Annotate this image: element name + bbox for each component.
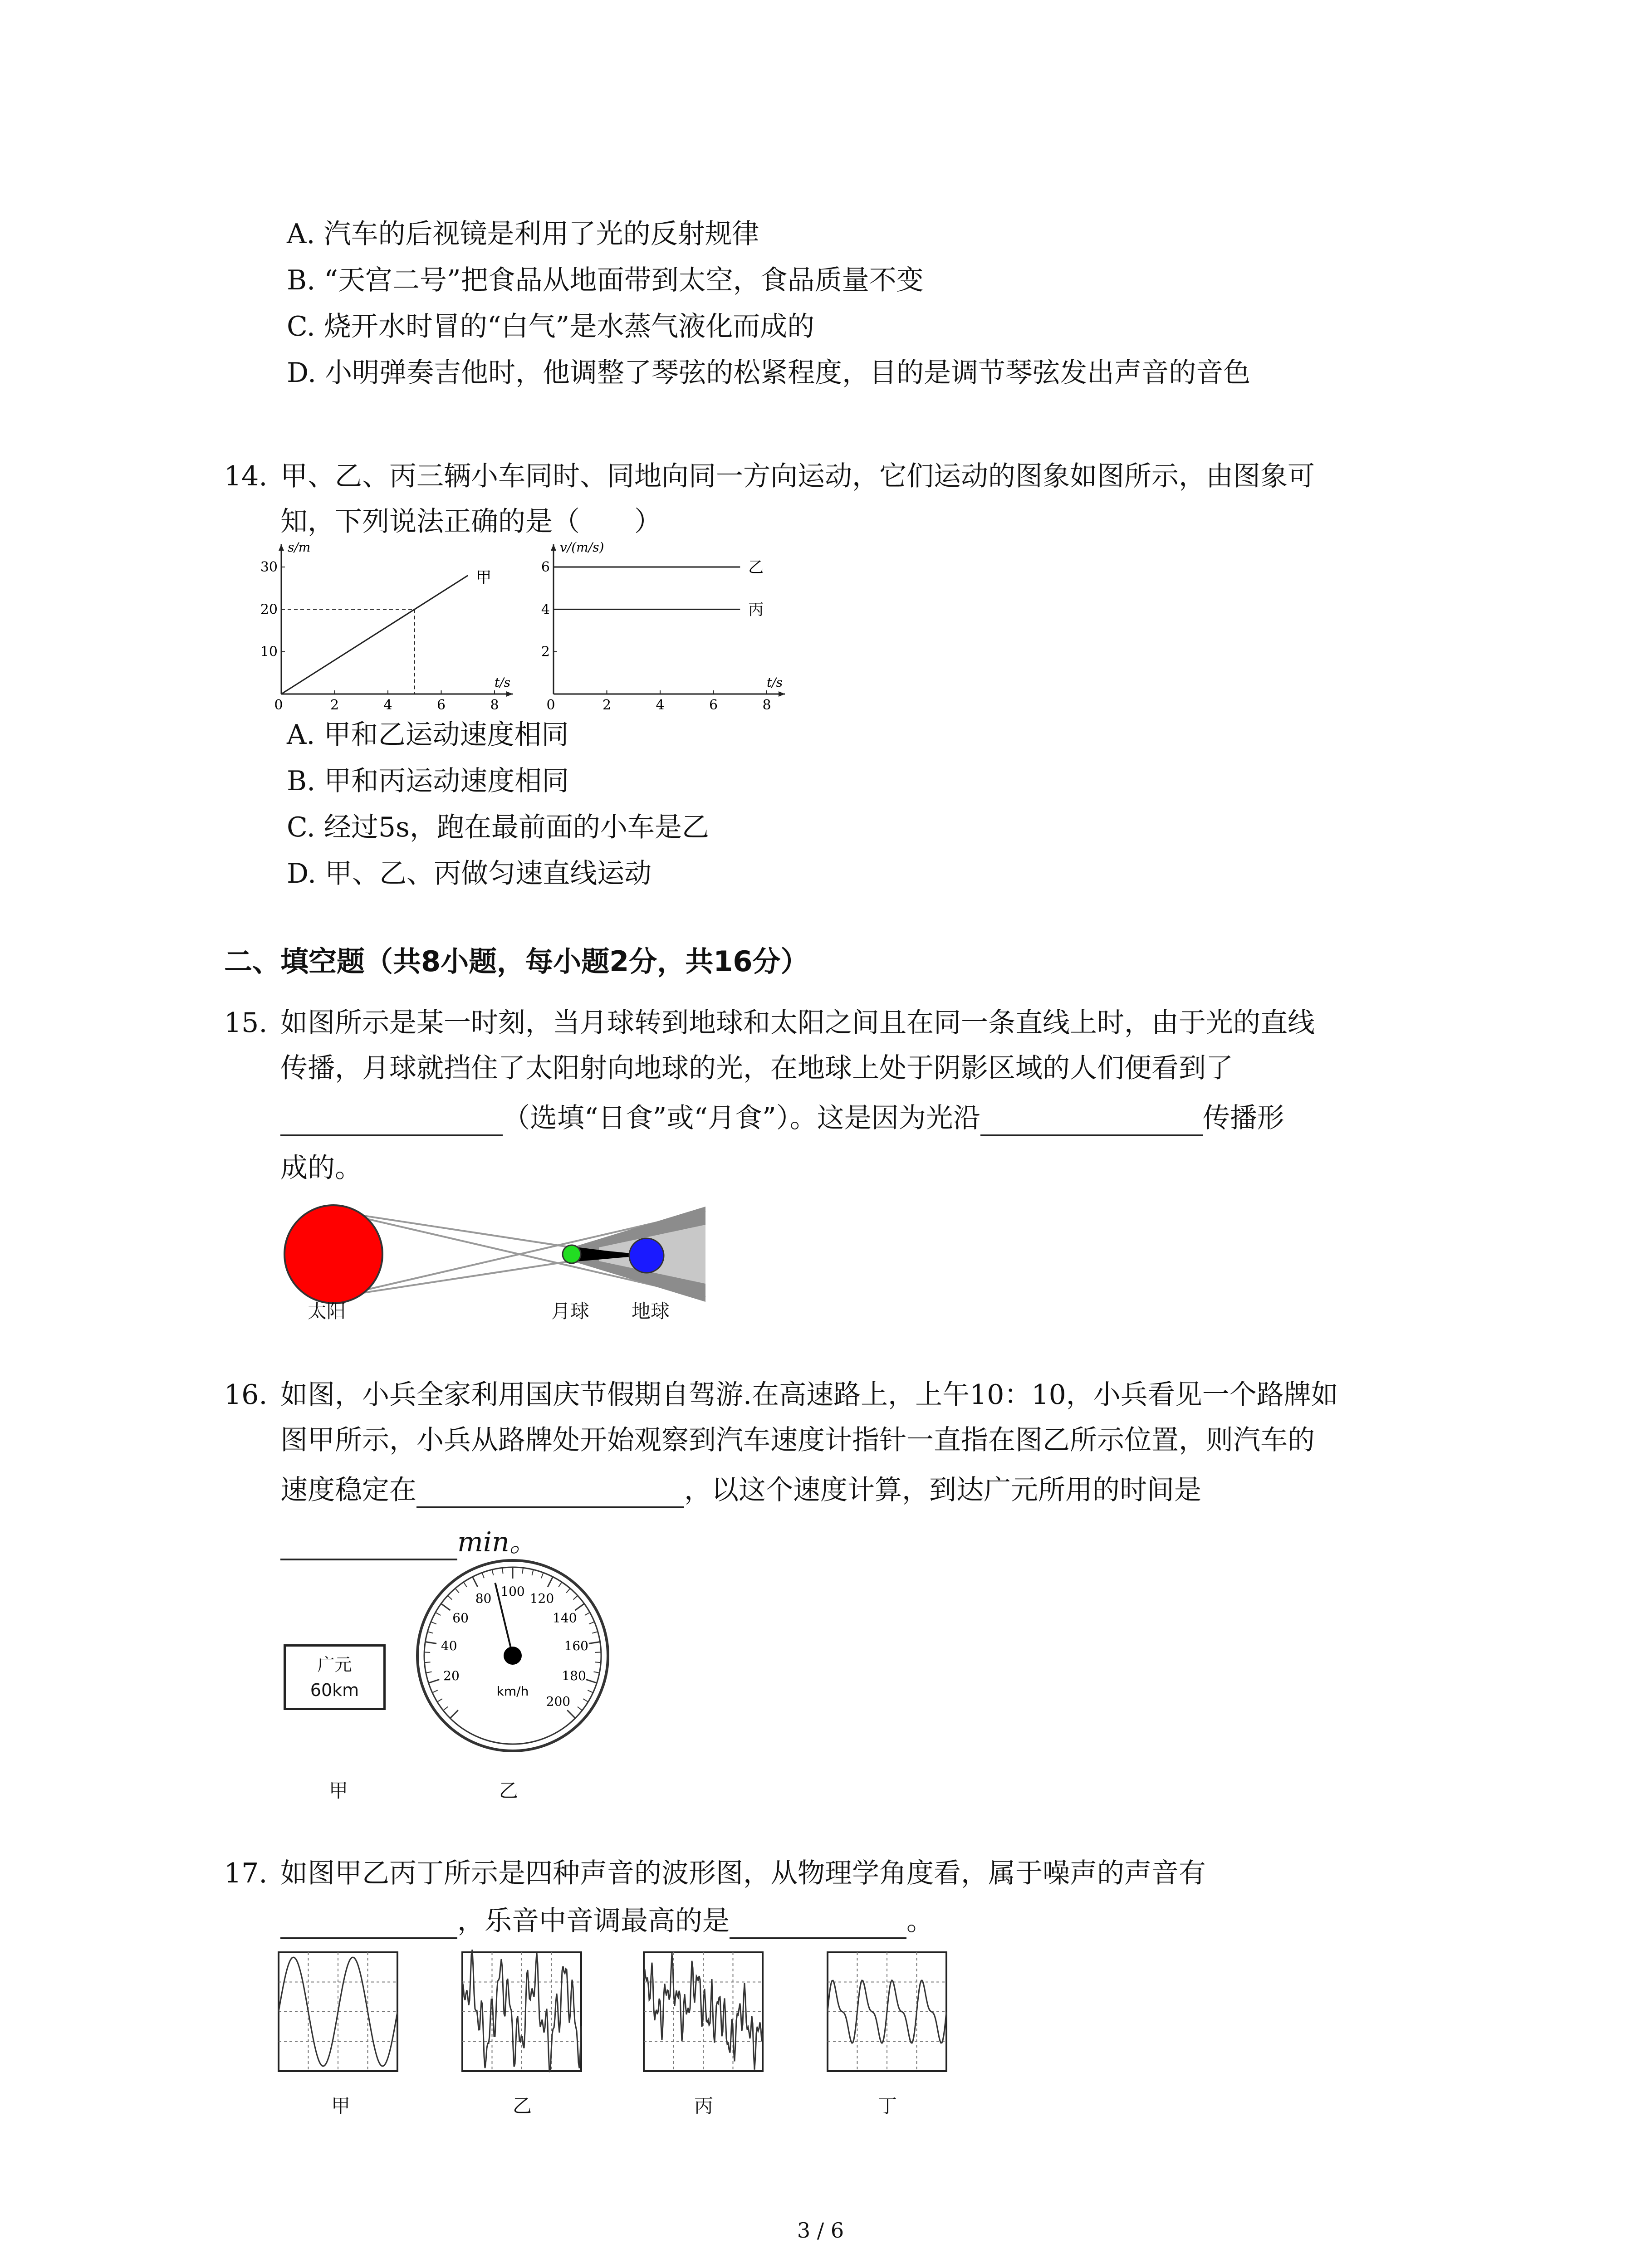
q16-unit: min。 xyxy=(457,1526,537,1558)
waveform-bing xyxy=(642,1950,764,2073)
earth-label: 地球 xyxy=(632,1300,670,1322)
gauge-label: 80 xyxy=(475,1591,492,1606)
x-tick-label: 6 xyxy=(436,697,446,713)
sign-distance: 60km xyxy=(310,1680,359,1700)
tick-label: 0 xyxy=(546,697,555,713)
q15-stem-line2: 传播，月球就挡住了太阳射向地球的光，在地球上处于阴影区域的人们便看到了 xyxy=(280,1052,1233,1084)
q17-line2-end: 。 xyxy=(906,1905,934,1937)
answer-blank[interactable] xyxy=(280,1103,503,1136)
caption-jia: 甲 xyxy=(329,1779,348,1802)
q13-option-d: D. 小明弹奏吉他时，他调整了琴弦的松紧程度，目的是调节琴弦发出声音的音色 xyxy=(287,357,1251,389)
y-axis-label: v/(m/s) xyxy=(560,540,604,555)
x-tick-label: 8 xyxy=(490,697,499,713)
gauge-label: 60 xyxy=(452,1610,469,1626)
y-tick-label: 2 xyxy=(541,644,550,660)
gauge-label: 100 xyxy=(500,1584,525,1599)
q15-stem-line3 xyxy=(280,1100,1284,1136)
gauge-label: 200 xyxy=(546,1694,571,1709)
q13-option-b: B. “天宫二号”把食品从地面带到太空，食品质量不变 xyxy=(287,264,924,296)
q16-number: 16. xyxy=(224,1379,268,1411)
q13-option-c: C. 烧开水时冒的“白气”是水蒸气液化而成的 xyxy=(287,311,815,342)
answer-blank[interactable] xyxy=(280,1527,457,1560)
x-tick-label: 8 xyxy=(762,697,771,713)
q17-stem-line2 xyxy=(280,1903,934,1939)
q16-stem-line3 xyxy=(280,1472,1201,1508)
series-line xyxy=(281,576,468,694)
x-tick-label: 4 xyxy=(383,697,392,713)
x-tick-label: 2 xyxy=(602,697,612,713)
q14-graphs xyxy=(260,540,876,721)
wave-caption-ding: 丁 xyxy=(878,2095,897,2117)
waveform-yi xyxy=(460,1950,583,2073)
q14-option-b: B. 甲和丙运动速度相同 xyxy=(287,765,569,797)
x-tick-label: 6 xyxy=(709,697,718,713)
y-tick-label: 6 xyxy=(541,559,550,575)
wave-caption-bing: 丙 xyxy=(694,2095,714,2117)
gauge-label: 140 xyxy=(553,1610,577,1626)
answer-blank[interactable] xyxy=(280,1906,457,1939)
y-axis-label: s/m xyxy=(288,540,311,555)
sign-destination: 广元 xyxy=(317,1655,352,1675)
series-label: 丙 xyxy=(748,601,764,619)
moon-label: 月球 xyxy=(551,1300,590,1322)
y-axis-arrow xyxy=(279,544,284,551)
y-tick-label: 4 xyxy=(541,601,550,618)
wave-caption-yi: 乙 xyxy=(513,2095,532,2117)
q14-stem-line2: 知，下列说法正确的是（ ） xyxy=(280,506,661,538)
q15-number: 15. xyxy=(224,1007,268,1039)
q16-line3-end: ，以这个速度计算，到达广元所用的时间是 xyxy=(684,1474,1201,1506)
x-axis-label: t/s xyxy=(495,675,511,690)
answer-blank[interactable] xyxy=(730,1906,906,1939)
gauge-label: 40 xyxy=(441,1638,457,1653)
sun-label: 太阳 xyxy=(308,1300,346,1322)
q16-stem-line4 xyxy=(280,1524,537,1560)
y-tick-label: 30 xyxy=(260,559,278,575)
q13-option-a: A. 汽车的后视镜是利用了光的反射规律 xyxy=(287,218,759,250)
earth-circle xyxy=(629,1238,664,1273)
gauge-label: 160 xyxy=(564,1638,588,1653)
q14-option-c: C. 经过5s，跑在最前面的小车是乙 xyxy=(287,811,709,843)
q14-option-a: A. 甲和乙运动速度相同 xyxy=(287,719,569,751)
series-label: 乙 xyxy=(748,558,764,577)
series-label: 甲 xyxy=(476,568,492,587)
q15-stem-line4: 成的。 xyxy=(280,1152,362,1184)
q16-line3-start: 速度稳定在 xyxy=(280,1474,416,1506)
q17-number: 17. xyxy=(224,1857,268,1889)
x-axis-arrow xyxy=(779,691,785,697)
sun-circle xyxy=(284,1205,382,1303)
gauge-label: 120 xyxy=(529,1591,554,1606)
y-axis-arrow xyxy=(551,544,556,551)
q17-stem-line1: 如图甲乙丙丁所示是四种声音的波形图，从物理学角度看，属于噪声的声音有 xyxy=(280,1857,1206,1889)
wave-caption-jia: 甲 xyxy=(331,2095,351,2117)
waveform-ding xyxy=(826,1950,948,2073)
gauge-label: 20 xyxy=(443,1668,460,1683)
x-tick-label: 4 xyxy=(656,697,665,713)
gauge-label: 180 xyxy=(562,1668,586,1683)
answer-blank[interactable] xyxy=(980,1103,1203,1136)
q16-stem-line1: 如图，小兵全家利用国庆节假期自驾游.在高速路上，上午10：10，小兵看见一个路牌如 xyxy=(280,1379,1338,1411)
x-tick-label: 2 xyxy=(330,697,339,713)
waveform-jia xyxy=(277,1950,399,2073)
y-tick-label: 10 xyxy=(260,644,278,660)
caption-yi: 乙 xyxy=(499,1779,519,1802)
s-t-graph xyxy=(260,540,513,713)
q14-number: 14. xyxy=(224,460,268,492)
moon-circle xyxy=(563,1245,581,1263)
q15-line3-mid: （选填“日食”或“月食”）。这是因为光沿 xyxy=(503,1102,980,1134)
q15-stem-line1: 如图所示是某一时刻，当月球转到地球和太阳之间且在同一条直线上时，由于光的直线 xyxy=(280,1007,1315,1039)
q14-option-d: D. 甲、乙、丙做匀速直线运动 xyxy=(287,858,652,890)
page-number: 3 / 6 xyxy=(797,2218,844,2243)
tick-label: 0 xyxy=(274,697,283,713)
x-axis-label: t/s xyxy=(767,675,783,690)
q16-stem-line2: 图甲所示，小兵从路牌处开始观察到汽车速度计指针一直指在图乙所示位置，则汽车的 xyxy=(280,1424,1315,1456)
gauge-unit: km/h xyxy=(496,1684,529,1699)
v-t-graph xyxy=(541,540,785,713)
answer-blank[interactable] xyxy=(416,1475,684,1508)
speedometer xyxy=(413,1556,612,1755)
road-sign xyxy=(284,1644,386,1710)
y-tick-label: 20 xyxy=(260,601,278,618)
q17-line2-mid: ，乐音中音调最高的是 xyxy=(457,1905,730,1937)
q14-stem-line1: 甲、乙、丙三辆小车同时、同地向同一方向运动，它们运动的图象如图所示，由图象可 xyxy=(280,460,1315,492)
x-axis-arrow xyxy=(506,691,513,697)
section-title: 二、填空题（共8小题，每小题2分，共16分） xyxy=(224,945,809,978)
q15-line3-end: 传播形 xyxy=(1202,1102,1284,1134)
